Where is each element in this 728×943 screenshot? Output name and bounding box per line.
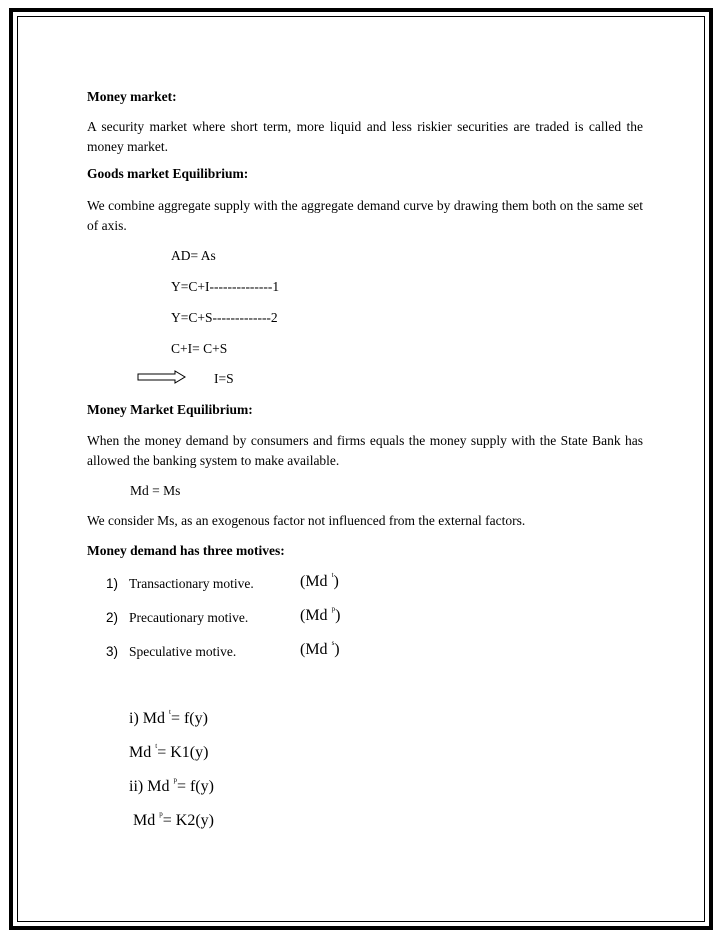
ms-note: We consider Ms, as an exogenous factor not influenced from the external factors. [87,513,526,528]
money-market-eq-text: When the money demand by consumers and firms equals the money supply with the State Bank has allowed the banking system to make available. [87,433,643,468]
function-1: i) Md $^t$= f(y) [129,708,208,727]
motive-label: Transactionary motive. [129,576,254,591]
function-2: Md $^t$= K1(y) [129,742,209,761]
equation-2: Y=C+S-------------2 [171,310,278,325]
money-market-eq-heading: Money Market Equilibrium: [87,402,253,417]
function-3: ii) Md $^p$= f(y) [129,776,214,795]
equation-ci-cs: C+I= C+S [171,341,228,356]
list-number: 2) [106,610,119,625]
list-number: 3) [106,644,119,659]
function-4: Md $^p$= K2(y) [133,810,214,829]
motive-label: Speculative motive. [129,644,237,659]
motive-symbol: (Md $^p$) [300,605,341,624]
motive-symbol: (Md $^t$) [300,571,339,590]
goods-market-text: We combine aggregate supply with the aggregate demand curve by drawing them both on the same set of axis. [87,198,643,233]
equation-md-ms: Md = Ms [130,483,181,498]
motive-symbol: (Md $^s$) [300,639,340,658]
money-market-text: A security market where short term, more liquid and less riskier securities are traded is called the money market. [87,119,643,154]
result-i-s: I=S [214,371,234,386]
equation-1: Y=C+I--------------1 [171,279,280,294]
motives-heading: Money demand has three motives: [87,543,285,558]
money-market-heading: Money market: [87,89,177,104]
equation-ad-as: AD= As [171,248,216,263]
implies-arrow-icon [137,370,187,384]
list-number: 1) [106,576,119,591]
goods-market-heading: Goods market Equilibrium: [87,166,249,181]
motive-label: Precautionary motive. [129,610,249,625]
